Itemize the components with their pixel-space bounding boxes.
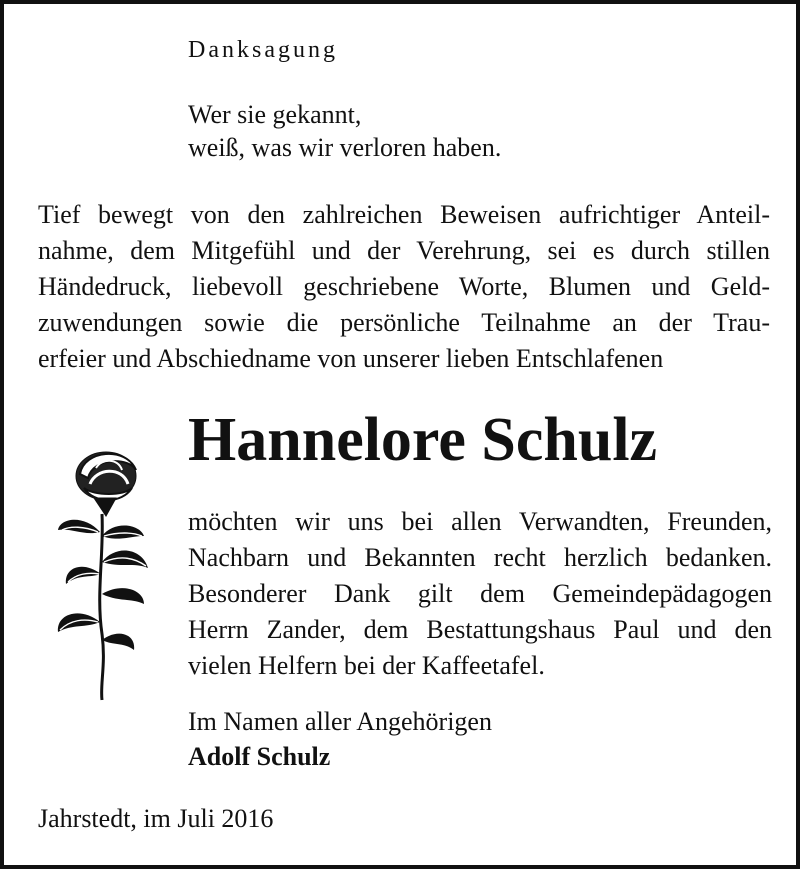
paragraph-line: Tief bewegt von den zahlreichen Beweisen aufrichtiger Anteil- [38, 200, 770, 229]
thanks-paragraph [188, 504, 772, 684]
deceased-name: Hannelore Schulz [188, 406, 658, 474]
signer-name: Adolf Schulz [188, 742, 331, 771]
memorial-quote [188, 98, 501, 164]
paragraph-line: Händedruck, liebevoll geschriebene Worte, Blumen und Geld- [38, 272, 770, 301]
paragraph-line: zuwendungen sowie die persönliche Teilnahme an der Trau- [38, 308, 770, 337]
intro-paragraph [38, 197, 770, 377]
thanks-line: Besonderer Dank gilt dem Gemeindepädagogen [188, 579, 772, 608]
rose-icon [44, 444, 164, 704]
paragraph-line: erfeier und Abschiedname von unserer lieben Entschlafenen [38, 344, 664, 373]
thanks-line: möchten wir uns bei allen Verwandten, Freunden, [188, 507, 772, 536]
thanks-line: vielen Helfern bei der Kaffeetafel. [188, 651, 545, 680]
signature-line: Im Namen aller Angehörigen [188, 707, 492, 736]
quote-line: weiß, was wir verloren haben. [188, 133, 502, 162]
notice-heading: Danksagung [188, 37, 338, 63]
place-date: Jahrstedt, im Juli 2016 [38, 804, 274, 833]
thanks-line: Herrn Zander, dem Bestattungshaus Paul und den [188, 615, 772, 644]
paragraph-line: nahme, dem Mitgefühl und der Verehrung, sei es durch stillen [38, 236, 770, 265]
thanks-line: Nachbarn und Bekannten recht herzlich bedanken. [188, 543, 772, 572]
quote-line: Wer sie gekannt, [188, 100, 362, 129]
signature-block [188, 704, 492, 774]
